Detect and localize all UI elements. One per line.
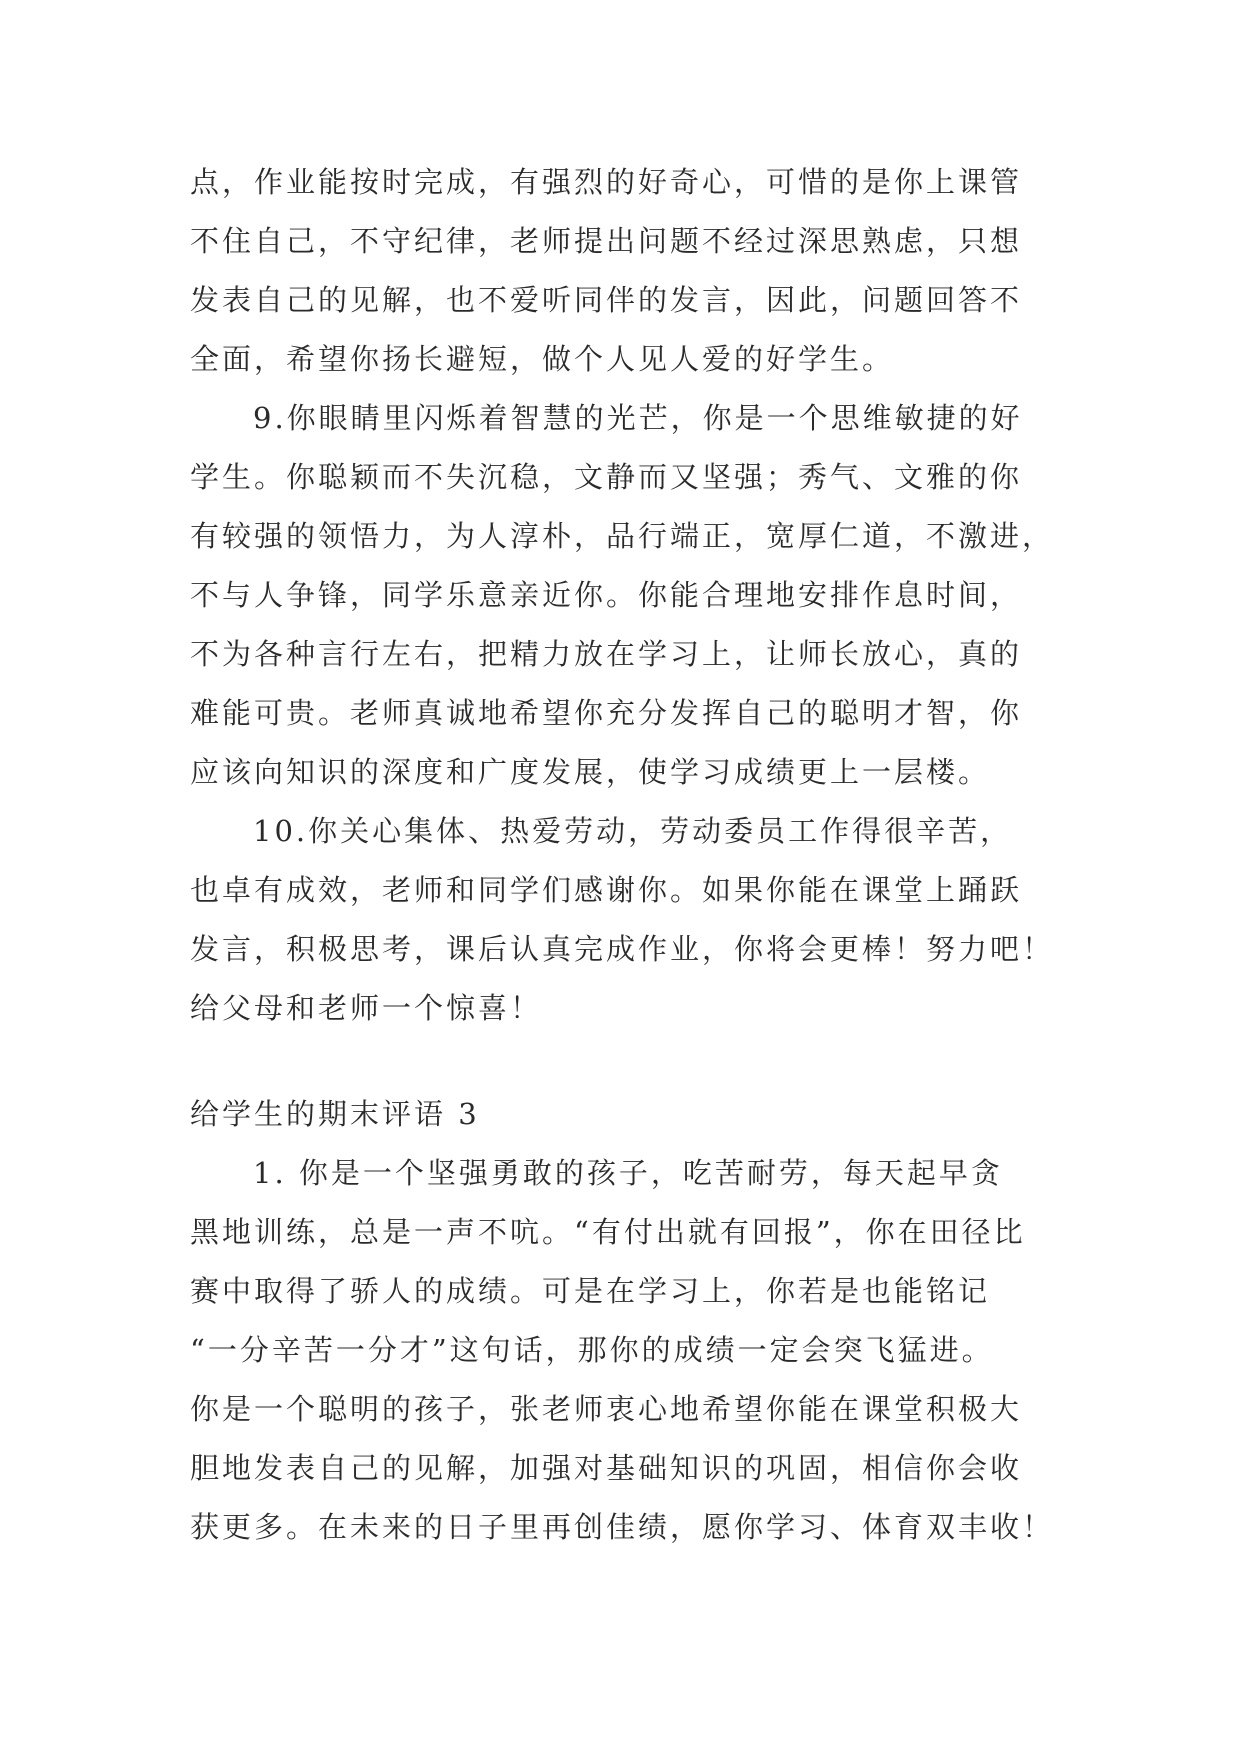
- text-line: 不与人争锋，同学乐意亲近你。你能合理地安排作息时间，: [190, 578, 1023, 612]
- text-line: 难能可贵。老师真诚地希望你充分发挥自己的聪明才智，你: [190, 696, 1023, 730]
- paragraph-item-9-start: 9.你眼睛里闪烁着智慧的光芒，你是一个思维敏捷的好: [253, 401, 1023, 435]
- text-line: 胆地发表自己的见解，加强对基础知识的巩固，相信你会收: [190, 1451, 1023, 1485]
- text-line: 有较强的领悟力，为人淳朴，品行端正，宽厚仁道，不激进，: [190, 519, 1055, 553]
- text-line: 学生。你聪颖而不失沉稳，文静而又坚强；秀气、文雅的你: [190, 460, 1023, 494]
- text-line: 全面，希望你扬长避短，做个人见人爱的好学生。: [190, 342, 895, 376]
- text-line: 不为各种言行左右，把精力放在学习上，让师长放心，真的: [190, 637, 1023, 671]
- paragraph-item-1-start: 1. 你是一个坚强勇敢的孩子，吃苦耐劳，每天起早贪: [253, 1156, 1003, 1190]
- text-line: 给父母和老师一个惊喜！: [190, 991, 543, 1025]
- text-line: 黑地训练，总是一声不吭。“有付出就有回报”，你在田径比: [190, 1215, 1026, 1249]
- text-line: 不住自己，不守纪律，老师提出问题不经过深思熟虑，只想: [190, 224, 1023, 258]
- text-line: 应该向知识的深度和广度发展，使学习成绩更上一层楼。: [190, 755, 991, 789]
- text-line: 获更多。在未来的日子里再创佳绩，愿你学习、体育双丰收！: [190, 1510, 1055, 1544]
- text-line: 发言，积极思考，课后认真完成作业，你将会更棒！努力吧！: [190, 932, 1055, 966]
- text-line: 你是一个聪明的孩子，张老师衷心地希望你能在课堂积极大: [190, 1392, 1023, 1426]
- text-line: “一分辛苦一分才”这句话，那你的成绩一定会突飞猛进。: [190, 1333, 994, 1367]
- text-line: 发表自己的见解，也不爱听同伴的发言，因此，问题回答不: [190, 283, 1023, 317]
- text-line: 点，作业能按时完成，有强烈的好奇心，可惜的是你上课管: [190, 165, 1023, 199]
- text-line: 也卓有成效，老师和同学们感谢你。如果你能在课堂上踊跃: [190, 873, 1023, 907]
- text-line: 赛中取得了骄人的成绩。可是在学习上，你若是也能铭记: [190, 1274, 991, 1308]
- paragraph-item-10-start: 10.你关心集体、热爱劳动，劳动委员工作得很辛苦，: [253, 814, 1013, 848]
- section-heading: 给学生的期末评语 3: [190, 1097, 480, 1131]
